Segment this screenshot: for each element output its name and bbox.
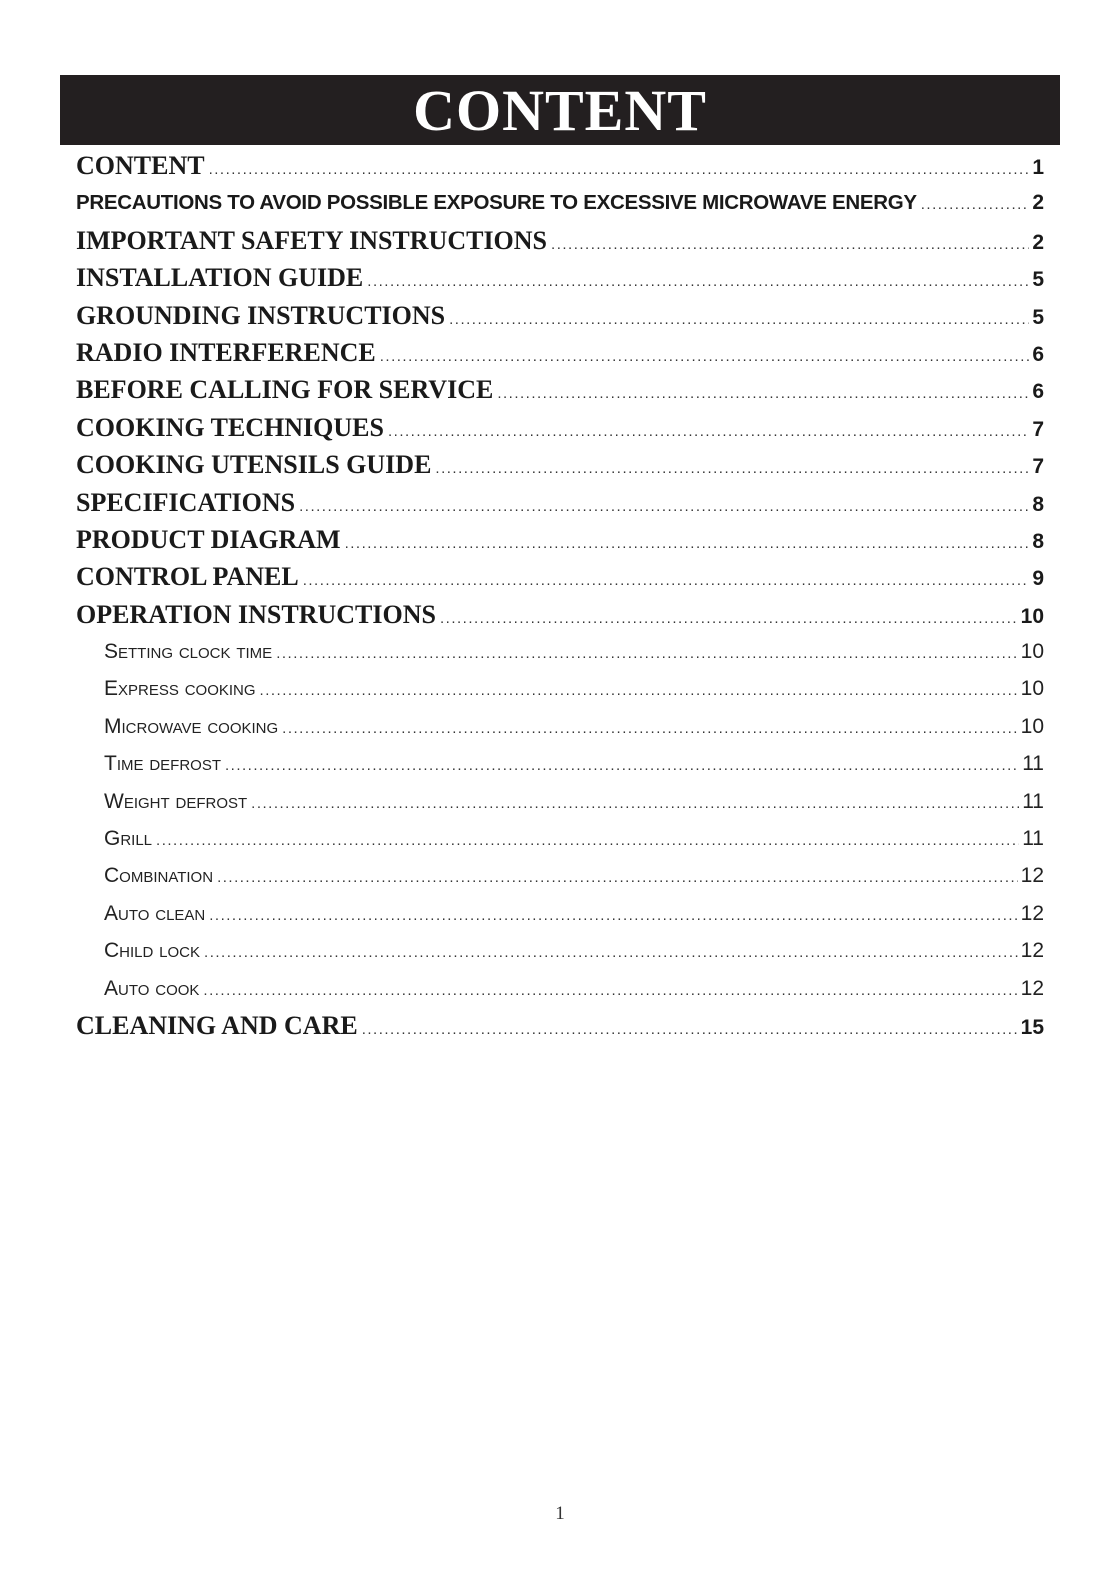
toc-dot-leader	[282, 710, 1017, 747]
toc-dot-leader	[204, 934, 1018, 971]
toc-entry-page: 10	[1020, 677, 1044, 701]
toc-entry-page: 10	[1020, 640, 1044, 664]
toc-dot-leader	[921, 186, 1030, 223]
toc-dot-leader	[251, 785, 1019, 822]
toc-entry-cooking-utensils-guide[interactable]	[76, 446, 1044, 483]
table-of-contents	[76, 147, 1044, 1044]
toc-entry-label: Combination	[104, 864, 214, 888]
toc-dot-leader	[440, 600, 1018, 637]
toc-entry-page: 12	[1020, 901, 1044, 925]
toc-entry-page: 11	[1022, 827, 1044, 851]
toc-entry-page: 2	[1032, 191, 1044, 215]
toc-entry-label: RADIO INTERFERENCE	[76, 337, 376, 367]
toc-entry-label: PRODUCT DIAGRAM	[76, 524, 341, 554]
toc-entry-label: Auto clean	[104, 901, 206, 925]
toc-dot-leader	[299, 488, 1029, 525]
toc-entry-cooking-techniques[interactable]	[76, 409, 1044, 446]
toc-entry-label: INSTALLATION GUIDE	[76, 263, 364, 293]
toc-entry-radio-interference[interactable]	[76, 334, 1044, 371]
toc-entry-important-safety-instructions[interactable]	[76, 222, 1044, 259]
toc-entry-control-panel[interactable]	[76, 558, 1044, 595]
toc-entry-label: COOKING TECHNIQUES	[76, 412, 384, 442]
toc-dot-leader	[156, 822, 1019, 859]
toc-entry-page: 7	[1032, 455, 1044, 479]
toc-dot-leader	[435, 450, 1029, 487]
toc-subentry-microwave-cooking[interactable]	[76, 708, 1044, 745]
toc-entry-page: 6	[1032, 380, 1044, 404]
toc-entry-label: Weight defrost	[104, 789, 248, 813]
page-number: 1	[555, 1503, 565, 1524]
toc-entry-label: Time defrost	[104, 752, 221, 776]
toc-entry-installation-guide[interactable]	[76, 259, 1044, 296]
toc-entry-label: GROUNDING INSTRUCTIONS	[76, 300, 446, 330]
toc-entry-page: 12	[1020, 864, 1044, 888]
toc-dot-leader	[388, 413, 1029, 450]
toc-entry-page: 12	[1020, 976, 1044, 1000]
toc-entry-label: CONTROL PANEL	[76, 562, 299, 592]
toc-entry-label: CONTENT	[76, 151, 205, 180]
toc-entry-page: 10	[1020, 714, 1044, 738]
toc-subentry-grill[interactable]	[76, 820, 1044, 857]
toc-entry-page: 1	[1032, 156, 1044, 179]
toc-dot-leader	[303, 562, 1030, 599]
toc-subentry-auto-cook[interactable]	[76, 970, 1044, 1007]
toc-dot-leader	[260, 672, 1018, 709]
toc-dot-leader	[276, 635, 1017, 672]
toc-dot-leader	[367, 263, 1029, 300]
toc-subentry-combination[interactable]	[76, 857, 1044, 894]
toc-dot-leader	[225, 747, 1019, 784]
toc-entry-label: CLEANING AND CARE	[76, 1010, 358, 1040]
toc-entry-page: 11	[1022, 752, 1044, 776]
toc-entry-label: Express cooking	[104, 677, 256, 701]
toc-entry-grounding-instructions[interactable]	[76, 297, 1044, 334]
toc-entry-label: Setting clock time	[104, 640, 273, 664]
toc-entry-page: 15	[1020, 1015, 1044, 1039]
toc-entry-precautions[interactable]	[76, 184, 1044, 221]
toc-entry-label: SPECIFICATIONS	[76, 487, 296, 517]
toc-subentry-child-lock[interactable]	[76, 932, 1044, 969]
toc-dot-leader	[345, 525, 1030, 562]
toc-entry-operation-instructions[interactable]	[76, 596, 1044, 633]
toc-dot-leader	[551, 226, 1029, 263]
toc-subentry-express-cooking[interactable]	[76, 670, 1044, 707]
toc-entry-label: OPERATION INSTRUCTIONS	[76, 599, 436, 629]
toc-entry-page: 10	[1020, 604, 1044, 628]
page-title: CONTENT	[413, 78, 707, 143]
toc-subentry-weight-defrost[interactable]	[76, 783, 1044, 820]
toc-entry-page: 2	[1032, 230, 1044, 254]
toc-entry-page: 9	[1032, 567, 1044, 591]
toc-entry-label: BEFORE CALLING FOR SERVICE	[76, 375, 494, 405]
toc-dot-leader	[203, 972, 1017, 1009]
toc-dot-leader	[209, 151, 1030, 188]
header-band	[60, 75, 1060, 145]
toc-entry-page: 5	[1032, 305, 1044, 329]
toc-entry-label: PRECAUTIONS TO AVOID POSSIBLE EXPOSURE TO EXCESSIVE MICROWAVE ENERGY	[76, 191, 917, 215]
toc-dot-leader	[497, 375, 1029, 412]
toc-entry-label: IMPORTANT SAFETY INSTRUCTIONS	[76, 225, 548, 255]
toc-dot-leader	[362, 1011, 1018, 1048]
toc-subentry-auto-clean[interactable]	[76, 895, 1044, 932]
toc-dot-leader	[217, 859, 1018, 896]
toc-entry-label: Grill	[104, 827, 153, 851]
toc-entry-page: 6	[1032, 342, 1044, 366]
toc-entry-product-diagram[interactable]	[76, 521, 1044, 558]
toc-entry-page: 8	[1032, 529, 1044, 553]
toc-entry-page: 5	[1032, 268, 1044, 292]
toc-dot-leader	[449, 301, 1029, 338]
toc-entry-content[interactable]	[76, 147, 1044, 184]
toc-entry-specifications[interactable]	[76, 484, 1044, 521]
toc-entry-cleaning-and-care[interactable]	[76, 1007, 1044, 1044]
toc-subentry-time-defrost[interactable]	[76, 745, 1044, 782]
toc-entry-label: Auto cook	[104, 976, 200, 1000]
toc-entry-page: 7	[1032, 417, 1044, 441]
toc-dot-leader	[209, 897, 1017, 934]
toc-entry-page: 11	[1022, 789, 1044, 813]
toc-entry-page: 8	[1032, 492, 1044, 516]
toc-entry-label: Child lock	[104, 939, 201, 963]
toc-entry-label: COOKING UTENSILS GUIDE	[76, 450, 432, 480]
toc-entry-label: Microwave cooking	[104, 714, 279, 738]
toc-entry-page: 12	[1020, 939, 1044, 963]
toc-dot-leader	[380, 338, 1030, 375]
toc-subentry-setting-clock-time[interactable]	[76, 633, 1044, 670]
toc-entry-before-calling-for-service[interactable]	[76, 371, 1044, 408]
